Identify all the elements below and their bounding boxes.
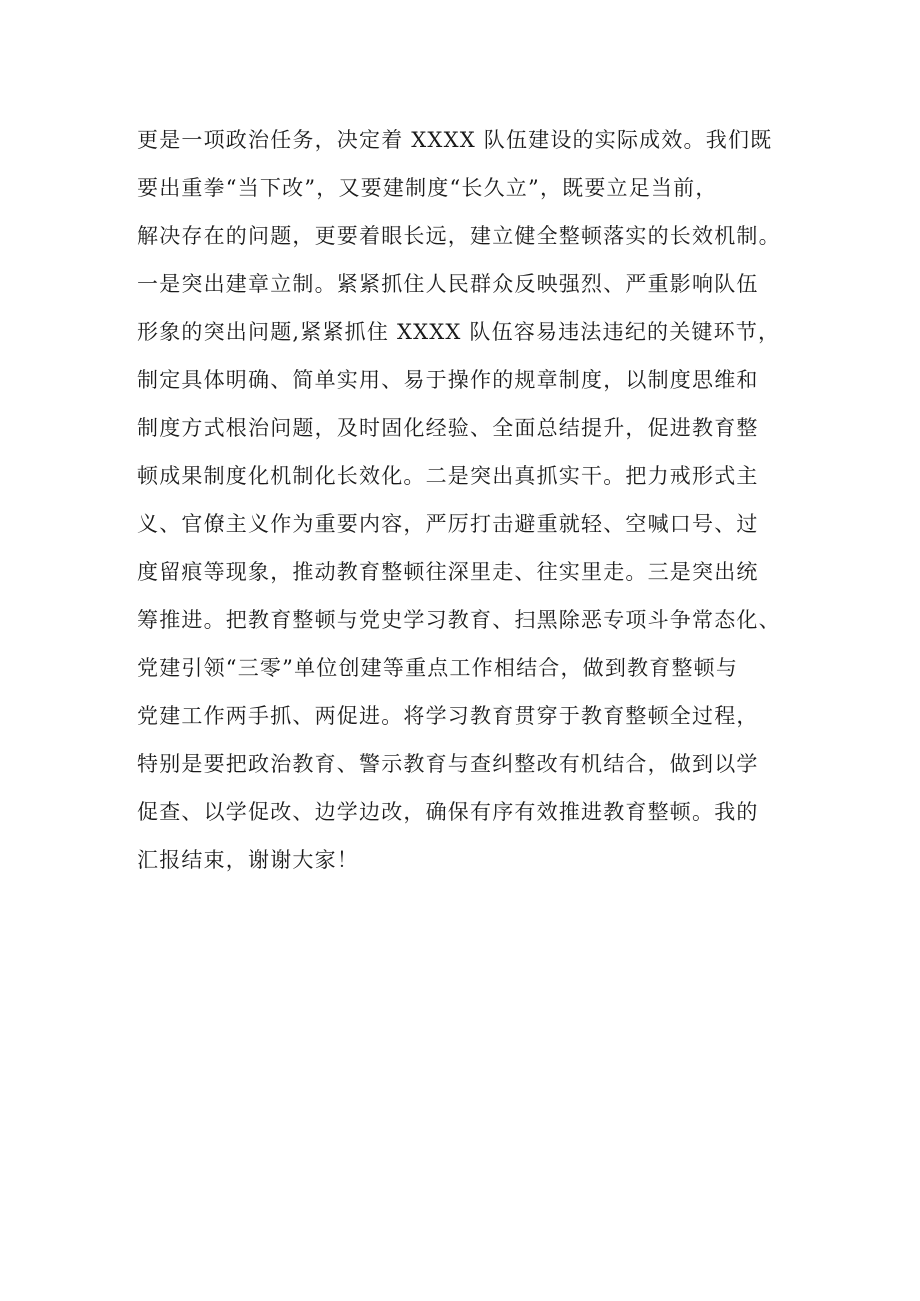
text-line: 一是突出建章立制。紧紧抓住人民群众反映强烈、严重影响队伍 xyxy=(137,272,759,296)
text-line: 顿成果制度化机制化长效化。二是突出真抓实干。把力戒形式主 xyxy=(137,464,759,488)
text-line: 党建工作两手抓、两促进。将学习教育贯穿于教育整顿全过程， xyxy=(137,704,759,728)
body-paragraph xyxy=(137,116,837,884)
text-line: 制定具体明确、简单实用、易于操作的规章制度，以制度思维和 xyxy=(137,368,759,392)
text-line: 制度方式根治问题，及时固化经验、全面总结提升，促进教育整 xyxy=(137,416,759,440)
text-line: 促查、以学促改、边学边改，确保有序有效推进教育整顿。我的 xyxy=(137,800,759,824)
text-line: 更是一项政治任务，决定着 XXXX 队伍建设的实际成效。我们既 xyxy=(137,128,773,152)
text-line: 党建引领“三零”单位创建等重点工作相结合，做到教育整顿与 xyxy=(137,656,739,680)
text-line: 汇报结束，谢谢大家！ xyxy=(137,848,359,872)
text-line: 筹推进。把教育整顿与党史学习教育、扫黑除恶专项斗争常态化、 xyxy=(137,608,781,632)
text-line: 解决存在的问题，更要着眼长远，建立健全整顿落实的长效机制。 xyxy=(137,224,781,248)
text-line: 形象的突出问题,紧紧抓住 XXXX 队伍容易违法违纪的关键环节， xyxy=(137,320,781,344)
text-line: 要出重拳“当下改”，又要建制度“长久立”，既要立足当前， xyxy=(137,176,718,200)
text-line: 义、官僚主义作为重要内容，严厉打击避重就轻、空喊口号、过 xyxy=(137,512,759,536)
text-line: 特别是要把政治教育、警示教育与查纠整改有机结合，做到以学 xyxy=(137,752,759,776)
text-line: 度留痕等现象，推动教育整顿往深里走、往实里走。三是突出统 xyxy=(137,560,759,584)
